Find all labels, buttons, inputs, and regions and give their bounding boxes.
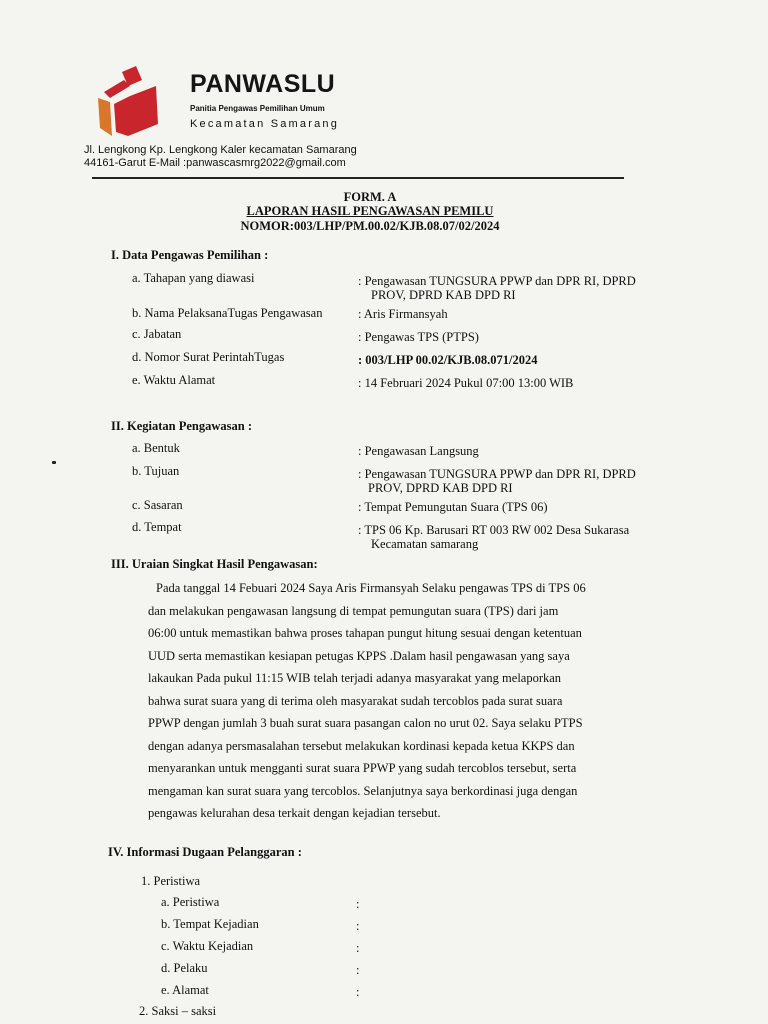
- summary-line: menyarankan untuk mengganti surat suara PPWP yang sudah tercoblos tersebut, serta: [148, 761, 577, 775]
- item-value: :: [356, 897, 360, 911]
- field-value: : Aris Firmansyah: [358, 307, 448, 321]
- field-label: b. Tujuan: [132, 464, 180, 478]
- field-value: : 003/LHP 00.02/KJB.08.071/2024: [358, 353, 538, 367]
- section-2-heading: II. Kegiatan Pengawasan :: [111, 419, 252, 433]
- summary-line: pengawas kelurahan desa terkait dengan kejadian tersebut.: [148, 806, 441, 820]
- item-label: d. Pelaku: [161, 961, 208, 975]
- item-label: e. Alamat: [161, 983, 209, 997]
- form-number: NOMOR:003/LHP/PM.00.02/KJB.08.07/02/2024: [240, 219, 500, 233]
- field-label: c. Sasaran: [132, 498, 183, 512]
- item-value: :: [356, 985, 360, 999]
- summary-line: dengan adanya persmasalahan tersebut melakukan kordinasi kepada ketua KKPS dan: [148, 738, 575, 753]
- summary-line: PPWP dengan jumlah 3 buah surat suara pasangan calon no urut 02. Saya selaku PTPS: [148, 716, 583, 730]
- field-label: a. Bentuk: [132, 441, 180, 455]
- section-1-heading: I. Data Pengawas Pemilihan :: [111, 248, 269, 262]
- panwaslu-logo: [96, 66, 160, 138]
- field-value: : Pengawas TPS (PTPS): [358, 330, 479, 344]
- summary-line: Pada tanggal 14 Febuari 2024 Saya Aris Firmansyah Selaku pengawas TPS di TPS 06: [156, 581, 586, 595]
- org-subtitle: Panitia Pengawas Pemilihan Umum: [190, 104, 325, 113]
- summary-paragraph: [148, 577, 634, 825]
- item-value: :: [356, 963, 360, 977]
- org-title: PANWASLU: [190, 70, 336, 98]
- field-label: e. Waktu Alamat: [132, 373, 216, 387]
- field-value: : 14 Februari 2024 Pukul 07:00 13:00 WIB: [358, 376, 574, 390]
- item-label: c. Waktu Kejadian: [161, 939, 254, 953]
- summary-line: lakaukan Pada pukul 11:15 WIB telah terjadi adanya masyarakat yang melaporkan: [148, 671, 562, 685]
- summary-line: UUD serta memastikan kesiapan petugas KPPS .Dalam hasil pengawasan yang saya: [148, 648, 570, 663]
- field-label: d. Tempat: [132, 520, 182, 534]
- form-title: LAPORAN HASIL PENGAWASAN PEMILU: [246, 204, 494, 218]
- field-label: d. Nomor Surat PerintahTugas: [132, 350, 285, 364]
- address-line-2: 44161-Garut E-Mail :panwascasmrg2022@gmail.com: [84, 157, 346, 169]
- field-value: : TPS 06 Kp. Barusari RT 003 RW 002 Desa Sukarasa Kecamatan samarang: [358, 523, 630, 551]
- item-label: b. Tempat Kejadian: [161, 917, 259, 931]
- section-4-heading: IV. Informasi Dugaan Pelanggaran :: [108, 845, 302, 859]
- field-label: a. Tahapan yang diawasi: [132, 271, 255, 285]
- summary-line: 06:00 untuk memastikan bahwa proses tahapan pungut hitung sesuai dengan ketentuan: [148, 626, 582, 640]
- group-label: 1. Peristiwa: [141, 874, 201, 888]
- field-label: b. Nama PelaksanaTugas Pengawasan: [132, 306, 323, 320]
- address-line-1: Jl. Lengkong Kp. Lengkong Kaler kecamatan Samarang: [84, 144, 357, 156]
- item-value: :: [356, 941, 360, 955]
- org-district: Kecamatan Samarang: [190, 118, 340, 130]
- summary-line: mengaman kan surat suara yang tercoblos. Selanjutnya saya berkordinasi juga dengan: [148, 783, 578, 798]
- group-label: 2. Saksi – saksi: [139, 1004, 217, 1018]
- field-value: : Tempat Pemungutan Suara (TPS 06): [358, 500, 548, 514]
- field-value: : Pengawasan Langsung: [358, 444, 479, 458]
- header-divider: [92, 177, 624, 179]
- item-label: a. Peristiwa: [161, 895, 220, 909]
- field-value: : Pengawasan TUNGSURA PPWP dan DPR RI, DPRD PROV, DPRD KAB DPD RI: [358, 467, 636, 495]
- field-label: c. Jabatan: [132, 327, 182, 341]
- form-label: FORM. A: [343, 190, 397, 204]
- scan-speck: [52, 461, 56, 464]
- summary-line: dan melakukan pengawasan langsung di tempat pemungutan suara (TPS) dari jam: [148, 603, 559, 618]
- item-value: :: [356, 919, 360, 933]
- summary-line: bahwa surat suara yang di terima oleh masyarakat sudah tercoblos pada surat suara: [148, 693, 563, 708]
- section-3-heading: III. Uraian Singkat Hasil Pengawasan:: [111, 557, 318, 571]
- field-value: : Pengawasan TUNGSURA PPWP dan DPR RI, DPRD PROV, DPRD KAB DPD RI: [358, 274, 636, 302]
